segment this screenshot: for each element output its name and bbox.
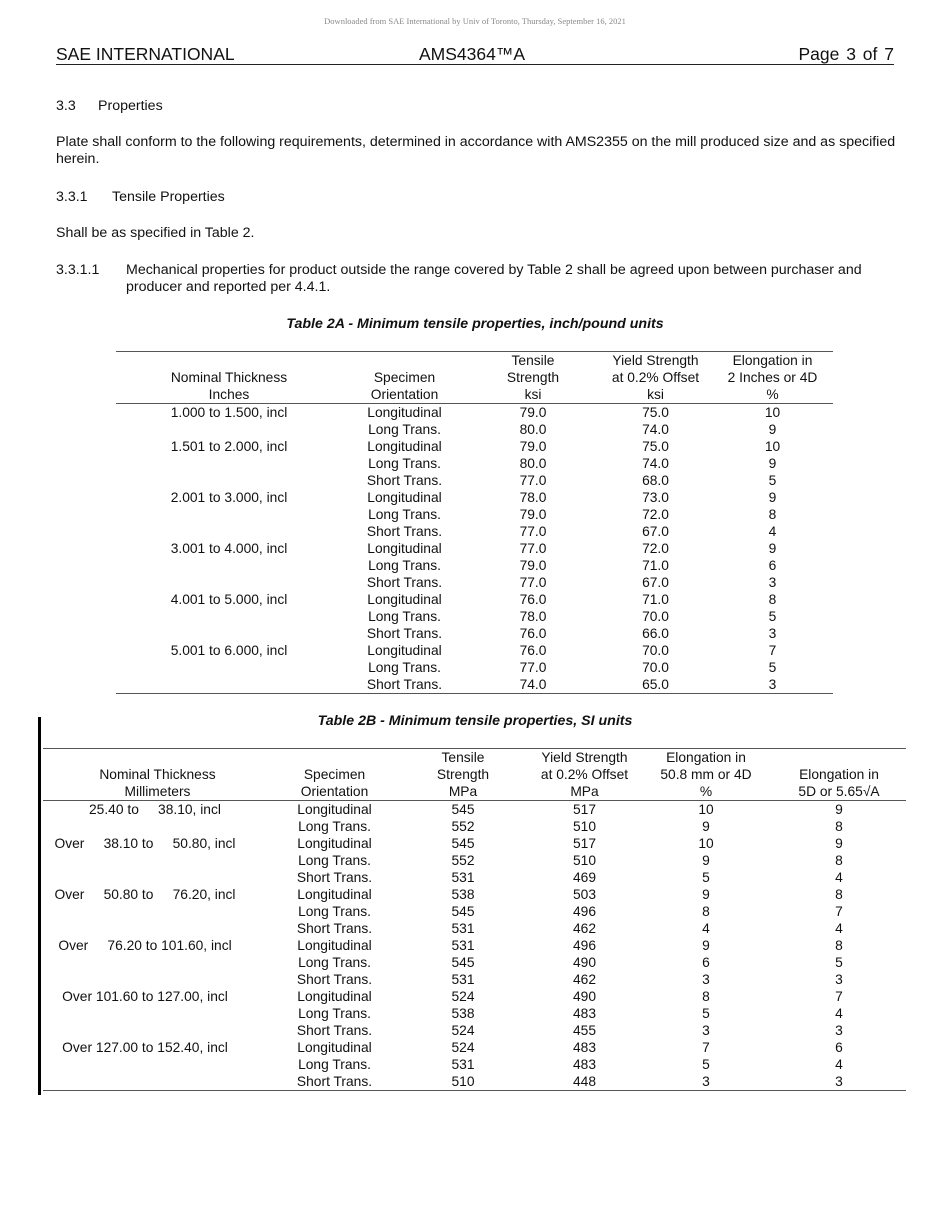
cell-elongation: 6 (702, 955, 710, 970)
table-row (43, 937, 906, 954)
cell-elongation: 3 (768, 677, 777, 692)
table-row (43, 903, 906, 920)
cell-elongation: 3 (702, 1023, 710, 1038)
col-header-elongation-5d: Elongation in 5D or 5.65√A (798, 767, 880, 799)
section-3-3-heading (56, 98, 896, 115)
cell-yield: 75.0 (642, 439, 669, 454)
section-number: 3.3 (56, 98, 76, 114)
cell-tensile: 552 (451, 819, 475, 834)
cell-tensile: 531 (451, 870, 475, 885)
cell-yield: 462 (572, 921, 597, 936)
cell-elongation: 7 (768, 643, 777, 658)
cell-thickness (43, 1056, 272, 1073)
cell-elongation: 3 (702, 972, 710, 987)
table-row (116, 421, 833, 438)
table-row (43, 835, 906, 852)
cell-thickness (43, 1005, 272, 1022)
col-header-yield: Yield Strength at 0.2% Offset MPa (540, 750, 629, 799)
cell-tensile: 79.0 (519, 439, 547, 454)
cell-yield: 70.0 (642, 643, 669, 658)
cell-tensile: 545 (451, 836, 475, 851)
cell-elongation: 6 (768, 558, 777, 573)
cell-elongation: 9 (768, 541, 777, 556)
cell-elongation-5d: 4 (835, 870, 843, 885)
table-row (116, 591, 833, 608)
cell-elongation-5d: 4 (835, 1006, 843, 1021)
cell-yield: 70.0 (642, 609, 669, 624)
cell-yield: 462 (572, 972, 597, 987)
cell-elongation: 9 (702, 887, 710, 902)
cell-orientation: Long Trans. (298, 1057, 371, 1072)
cell-orientation: Short Trans. (296, 1023, 373, 1038)
cell-elongation: 4 (768, 524, 777, 539)
cell-tensile: 76.0 (519, 592, 547, 607)
cell-orientation: Short Trans. (366, 524, 443, 539)
cell-elongation: 8 (768, 592, 777, 607)
cell-thickness (116, 455, 342, 472)
cell-tensile: 78.0 (519, 609, 547, 624)
cell-yield: 448 (572, 1074, 597, 1089)
cell-yield: 74.0 (642, 456, 669, 471)
cell-thickness: 4.001 to 5.000, incl (170, 592, 288, 607)
cell-yield: 483 (572, 1057, 597, 1072)
table-header-row (43, 749, 906, 801)
cell-orientation: Short Trans. (296, 972, 373, 987)
cell-orientation: Longitudinal (297, 887, 372, 902)
table-row (116, 676, 833, 694)
table-row (43, 1039, 906, 1056)
table-row (116, 506, 833, 523)
cell-yield: 496 (572, 938, 597, 953)
cell-yield: 68.0 (642, 473, 669, 488)
col-header-elongation: Elongation in 2 Inches or 4D % (727, 353, 818, 402)
cell-orientation: Short Trans. (366, 626, 443, 641)
cell-yield: 73.0 (642, 490, 669, 505)
cell-tensile: 531 (451, 1057, 475, 1072)
cell-orientation: Longitudinal (367, 592, 442, 607)
cell-orientation: Longitudinal (367, 541, 442, 556)
cell-thickness: 5.001 to 6.000, incl (170, 643, 288, 658)
cell-yield: 510 (572, 819, 597, 834)
cell-thickness (43, 954, 272, 971)
table-row (116, 659, 833, 676)
cell-tensile: 79.0 (519, 558, 547, 573)
cell-elongation: 5 (702, 1057, 710, 1072)
cell-orientation: Longitudinal (297, 989, 372, 1004)
cell-elongation-5d: 4 (835, 1057, 843, 1072)
cell-tensile: 80.0 (519, 456, 547, 471)
table-row (116, 540, 833, 557)
cell-orientation: Short Trans. (366, 473, 443, 488)
cell-thickness (43, 818, 272, 835)
cell-thickness (116, 557, 342, 574)
section-title: Tensile Properties (112, 189, 225, 205)
cell-elongation-5d: 7 (835, 989, 843, 1004)
cell-elongation: 10 (764, 405, 781, 420)
section-3-3-1-heading (56, 189, 896, 206)
table-row (116, 489, 833, 506)
cell-tensile: 78.0 (519, 490, 547, 505)
cell-orientation: Short Trans. (366, 575, 443, 590)
cell-orientation: Long Trans. (298, 1006, 371, 1021)
cell-tensile: 77.0 (519, 541, 547, 556)
cell-thickness (116, 608, 342, 625)
cell-orientation: Long Trans. (298, 819, 371, 834)
cell-thickness (43, 903, 272, 920)
col-header-thickness: Nominal Thickness Inches (170, 370, 288, 402)
cell-yield: 469 (572, 870, 597, 885)
cell-elongation: 10 (698, 836, 714, 851)
col-header-yield: Yield Strength at 0.2% Offset ksi (611, 353, 700, 402)
cell-elongation: 5 (768, 609, 777, 624)
cell-elongation: 3 (768, 575, 777, 590)
cell-yield: 496 (572, 904, 597, 919)
col-header-tensile: Tensile Strength MPa (436, 750, 490, 799)
cell-thickness: 1.000 to 1.500, incl (170, 405, 288, 420)
cell-elongation-5d: 8 (835, 819, 843, 834)
cell-yield: 490 (572, 955, 597, 970)
cell-tensile: 80.0 (519, 422, 547, 437)
cell-elongation-5d: 7 (835, 904, 843, 919)
cell-thickness (116, 676, 342, 694)
cell-thickness (116, 506, 342, 523)
cell-elongation: 5 (768, 473, 777, 488)
cell-thickness (116, 625, 342, 642)
col-header-thickness: Nominal Thickness Millimeters (99, 767, 216, 799)
cell-yield: 65.0 (642, 677, 669, 692)
table-row (116, 523, 833, 540)
cell-elongation: 5 (702, 1006, 710, 1021)
cell-elongation-5d: 9 (835, 836, 843, 851)
table-row (43, 801, 906, 819)
cell-thickness (43, 852, 272, 869)
cell-orientation: Short Trans. (296, 921, 373, 936)
cell-elongation-5d: 3 (835, 1074, 843, 1089)
cell-yield: 67.0 (642, 524, 669, 539)
cell-orientation: Longitudinal (297, 836, 372, 851)
cell-tensile: 77.0 (519, 473, 547, 488)
cell-orientation: Long Trans. (368, 660, 441, 675)
cell-yield: 70.0 (642, 660, 669, 675)
cell-elongation-5d: 8 (835, 853, 843, 868)
section-3-3-1-1 (56, 262, 896, 295)
cell-elongation: 9 (768, 422, 777, 437)
cell-orientation: Long Trans. (298, 955, 371, 970)
cell-yield: 74.0 (642, 422, 669, 437)
cell-tensile: 77.0 (519, 575, 547, 590)
page-header (56, 44, 894, 65)
section-title: Properties (98, 98, 163, 114)
table-header-row (116, 352, 833, 404)
cell-thickness: Over 76.20 to 101.60, incl (43, 938, 232, 953)
cell-tensile: 74.0 (519, 677, 547, 692)
cell-elongation: 9 (702, 938, 710, 953)
cell-orientation: Long Trans. (368, 609, 441, 624)
download-watermark: Downloaded from SAE International by Univ of Toronto, Thursday, September 16, 2021 (324, 16, 626, 26)
col-header-orientation: Specimen Orientation (300, 767, 369, 799)
cell-elongation: 5 (768, 660, 777, 675)
cell-orientation: Longitudinal (297, 802, 372, 817)
cell-yield: 510 (572, 853, 597, 868)
cell-thickness: Over 101.60 to 127.00, incl (43, 989, 228, 1004)
table-row (116, 455, 833, 472)
cell-yield: 503 (572, 887, 597, 902)
cell-elongation: 3 (702, 1074, 710, 1089)
table-row (43, 920, 906, 937)
cell-tensile: 545 (451, 955, 475, 970)
cell-elongation: 3 (768, 626, 777, 641)
cell-elongation: 8 (768, 507, 777, 522)
cell-elongation: 9 (768, 490, 777, 505)
cell-thickness (116, 472, 342, 489)
table-row (43, 971, 906, 988)
cell-elongation-5d: 8 (835, 938, 843, 953)
table-row (116, 438, 833, 455)
table-2b (43, 748, 906, 1091)
cell-thickness: Over 127.00 to 152.40, incl (43, 1040, 228, 1055)
cell-tensile: 79.0 (519, 405, 547, 420)
cell-yield: 72.0 (642, 507, 669, 522)
cell-thickness: Over 50.80 to 76.20, incl (43, 887, 236, 902)
table-row (43, 1005, 906, 1022)
cell-tensile: 538 (451, 1006, 475, 1021)
cell-elongation: 9 (768, 456, 777, 471)
document-number: AMS4364™A (419, 44, 526, 64)
table-2b-title: Table 2B - Minimum tensile properties, SI units (317, 713, 633, 729)
cell-thickness: 25.40 to 38.10, incl (43, 802, 221, 817)
cell-yield: 455 (572, 1023, 597, 1038)
cell-orientation: Long Trans. (368, 558, 441, 573)
section-number: 3.3.1.1 (56, 262, 100, 278)
cell-orientation: Long Trans. (368, 456, 441, 471)
cell-elongation: 8 (702, 989, 710, 1004)
cell-elongation: 9 (702, 853, 710, 868)
cell-tensile: 545 (451, 904, 475, 919)
section-body: Mechanical properties for product outside the range covered by Table 2 shall be agreed upon between purchaser and producer and reported per 4.4.1. (126, 262, 862, 295)
table-row (43, 954, 906, 971)
cell-tensile: 531 (451, 921, 475, 936)
cell-tensile: 545 (451, 802, 475, 817)
cell-yield: 66.0 (642, 626, 669, 641)
revision-change-bar (38, 717, 41, 1095)
cell-tensile: 79.0 (519, 507, 547, 522)
table-row (116, 557, 833, 574)
cell-elongation: 8 (702, 904, 710, 919)
cell-elongation-5d: 3 (835, 972, 843, 987)
table-row (43, 988, 906, 1005)
cell-elongation-5d: 5 (835, 955, 843, 970)
cell-thickness (116, 421, 342, 438)
table-row (43, 1056, 906, 1073)
cell-elongation-5d: 8 (835, 887, 843, 902)
cell-tensile: 524 (451, 1040, 475, 1055)
cell-elongation: 10 (698, 802, 714, 817)
cell-tensile: 524 (451, 1023, 475, 1038)
cell-yield: 483 (572, 1006, 597, 1021)
cell-orientation: Long Trans. (298, 853, 371, 868)
table-row (116, 472, 833, 489)
cell-yield: 517 (572, 836, 597, 851)
cell-orientation: Long Trans. (298, 904, 371, 919)
cell-thickness (43, 920, 272, 937)
table-2a-title: Table 2A - Minimum tensile properties, inch/pound units (286, 316, 664, 332)
section-number: 3.3.1 (56, 189, 88, 205)
cell-tensile: 77.0 (519, 660, 547, 675)
cell-thickness: 3.001 to 4.000, incl (170, 541, 288, 556)
cell-orientation: Longitudinal (367, 405, 442, 420)
col-header-tensile: Tensile Strength ksi (506, 353, 560, 402)
cell-thickness: 1.501 to 2.000, incl (170, 439, 288, 454)
table-2a (116, 351, 833, 694)
cell-elongation-5d: 4 (835, 921, 843, 936)
cell-elongation: 10 (764, 439, 781, 454)
cell-elongation: 7 (702, 1040, 710, 1055)
cell-elongation: 5 (702, 870, 710, 885)
cell-thickness (43, 1073, 272, 1091)
table-row (116, 404, 833, 422)
table-row (43, 886, 906, 903)
cell-thickness (43, 869, 272, 886)
publisher-name: SAE INTERNATIONAL (56, 44, 235, 64)
cell-orientation: Longitudinal (297, 1040, 372, 1055)
cell-orientation: Longitudinal (367, 643, 442, 658)
cell-yield: 75.0 (642, 405, 669, 420)
cell-yield: 71.0 (642, 558, 669, 573)
cell-elongation: 9 (702, 819, 710, 834)
section-3-3-body: Plate shall conform to the following requirements, determined in accordance with AMS2355 on the mill produced size and as specified herein. (56, 134, 896, 167)
cell-tensile: 524 (451, 989, 475, 1004)
cell-thickness (116, 523, 342, 540)
table-row (116, 574, 833, 591)
cell-tensile: 531 (451, 972, 475, 987)
cell-tensile: 538 (451, 887, 475, 902)
col-header-elongation-4d: Elongation in 50.8 mm or 4D % (660, 750, 752, 799)
table-row (116, 625, 833, 642)
cell-yield: 483 (572, 1040, 597, 1055)
cell-thickness (116, 574, 342, 591)
section-3-3-1-body: Shall be as specified in Table 2. (56, 225, 255, 241)
cell-tensile: 77.0 (519, 524, 547, 539)
table-row (43, 869, 906, 886)
cell-orientation: Long Trans. (368, 422, 441, 437)
cell-elongation-5d: 9 (835, 802, 843, 817)
cell-tensile: 510 (451, 1074, 475, 1089)
cell-tensile: 76.0 (519, 626, 547, 641)
cell-thickness (43, 1022, 272, 1039)
cell-orientation: Long Trans. (368, 507, 441, 522)
cell-orientation: Short Trans. (296, 870, 373, 885)
cell-yield: 517 (572, 802, 597, 817)
cell-yield: 72.0 (642, 541, 669, 556)
cell-yield: 490 (572, 989, 597, 1004)
cell-tensile: 531 (451, 938, 475, 953)
cell-tensile: 76.0 (519, 643, 547, 658)
cell-orientation: Longitudinal (297, 938, 372, 953)
cell-thickness (116, 659, 342, 676)
page-number: Page 3 of 7 (798, 44, 894, 64)
cell-orientation: Short Trans. (366, 677, 443, 692)
cell-orientation: Short Trans. (296, 1074, 373, 1089)
table-row (43, 1073, 906, 1091)
table-row (116, 642, 833, 659)
cell-thickness: Over 38.10 to 50.80, incl (43, 836, 236, 851)
cell-elongation: 4 (702, 921, 710, 936)
cell-elongation-5d: 3 (835, 1023, 843, 1038)
cell-yield: 67.0 (642, 575, 669, 590)
cell-thickness (43, 971, 272, 988)
table-row (43, 1022, 906, 1039)
table-row (116, 608, 833, 625)
cell-orientation: Longitudinal (367, 439, 442, 454)
cell-thickness: 2.001 to 3.000, incl (170, 490, 288, 505)
table-row (43, 818, 906, 835)
cell-yield: 71.0 (642, 592, 669, 607)
col-header-orientation: Specimen Orientation (370, 370, 439, 402)
cell-orientation: Longitudinal (367, 490, 442, 505)
table-row (43, 852, 906, 869)
cell-tensile: 552 (451, 853, 475, 868)
cell-elongation-5d: 6 (835, 1040, 843, 1055)
